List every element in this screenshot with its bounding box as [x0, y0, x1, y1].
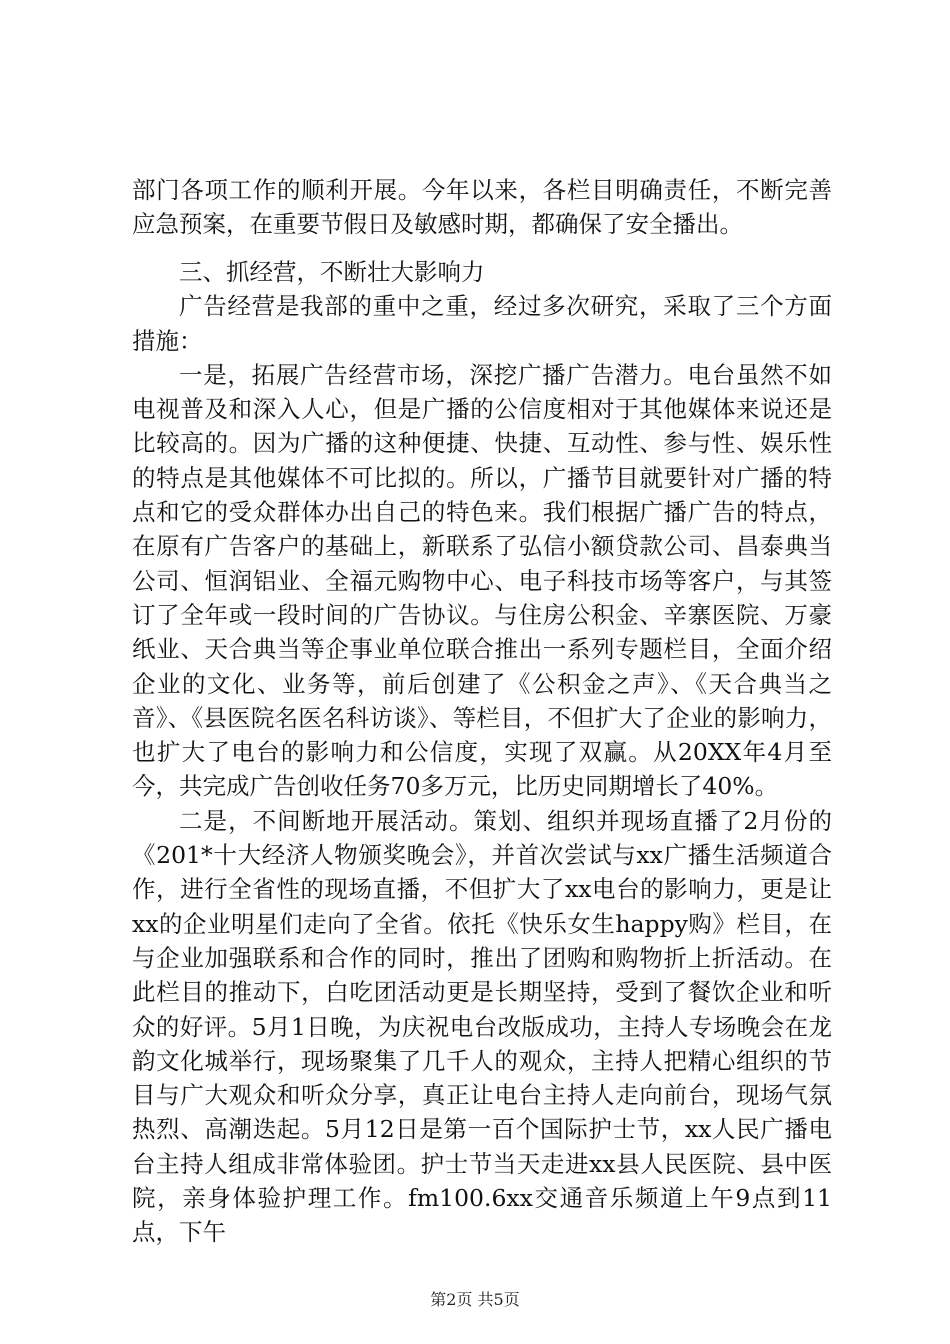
page-indicator: 第2页 共5页	[430, 1290, 520, 1309]
text-block-main	[132, 255, 832, 1250]
text-block-top	[132, 173, 832, 242]
page-footer	[0, 1290, 950, 1310]
paragraph-measure-one: 一是，拓展广告经营市场，深挖广播广告潜力。电台虽然不如电视普及和深入人心，但是广播的公信度相对于其他媒体来说还是比较高的。因为广播的这种便捷、快捷、互动性、参与性、娱乐性的特点是其他媒体不可比拟的。所以，广播节目就要针对广播的特点和它的受众群体办出自己的特色来。我们根据广播广告的特点，在原有广告客户的基础上，新联系了弘信小额贷款公司、昌泰典当公司、恒润铝业、全福元购物中心、电子科技市场等客户，与其签订了全年或一段时间的广告协议。与住房公积金、辛寨医院、万豪纸业、天合典当等企事业单位联合推出一系列专题栏目，全面介绍企业的文化、业务等，前后创建了《公积金之声》、《天合典当之音》、《县医院名医名科访谈》、等栏目，不但扩大了企业的影响力，也扩大了电台的影响力和公信度，实现了双赢。从20XX年4月至今，共完成广告创收任务70多万元，比历史同期增长了40%。	[132, 360, 832, 801]
section-heading: 三、抓经营，不断壮大影响力	[179, 258, 485, 286]
paragraph-measure-two: 二是，不间断地开展活动。策划、组织并现场直播了2月份的《201*十大经济人物颁奖晚会》，并首次尝试与xx广播生活频道合作，进行全省性的现场直播，不但扩大了xx电台的影响力，更是让xx的企业明星们走向了全省。依托《快乐女生happy购》栏目，在与企业加强联系和合作的同时，推出了团购和购物折上折活动。在此栏目的推动下，白吃团活动更是长期坚持，受到了餐饮企业和听众的好评。5月1日晚，为庆祝电台改版成功，主持人专场晚会在龙韵文化城举行，现场聚集了几千人的观众，主持人把精心组织的节目与广大观众和听众分享，真正让电台主持人走向前台，现场气氛热烈、高潮迭起。5月12日是第一百个国际护士节，xx人民广播电台主持人组成非常体验团。护士节当天走进xx县人民医院、县中医院，亲身体验护理工作。fm100.6xx交通音乐频道上午9点到11点，下午	[132, 806, 832, 1247]
paragraph-continuation: 部门各项工作的顺利开展。今年以来，各栏目明确责任，不断完善应急预案，在重要节假日及敏感时期，都确保了安全播出。	[132, 176, 832, 239]
paragraph-intro: 广告经营是我部的重中之重，经过多次研究，采取了三个方面措施：	[132, 292, 832, 355]
